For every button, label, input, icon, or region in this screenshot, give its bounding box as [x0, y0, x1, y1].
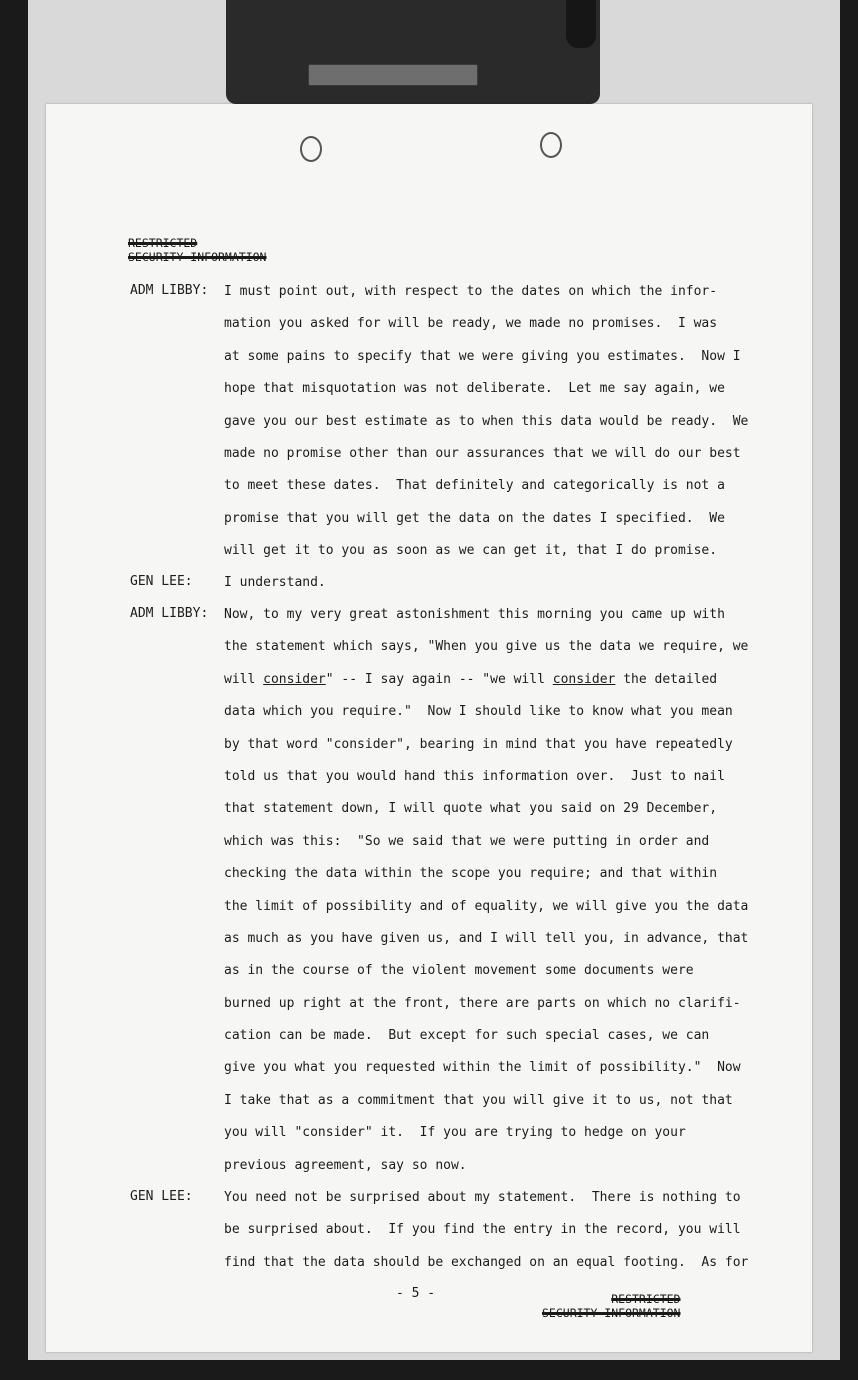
speech-line: be surprised about. If you find the entry in the record, you will [224, 1222, 741, 1238]
speech-line: at some pains to specify that we were giving you estimates. Now I [224, 348, 741, 364]
speech-text [224, 1182, 748, 1279]
classification-bottom-line1: RESTRICTED [611, 1292, 681, 1306]
speech-line: data which you require." Now I should like to know what you mean [224, 704, 733, 720]
speaker-label: GEN LEE: [130, 1189, 193, 1204]
speech-line: the limit of possibility and of equality, we will give you the data [224, 898, 749, 914]
speech-line: will get it to you as soon as we can get it, that I do promise. [224, 543, 718, 559]
speech-line: made no promise other than our assurances that we will do our best [224, 445, 741, 461]
speech-text [224, 567, 326, 599]
speech-line: You need not be surprised about my statement. There is nothing to [224, 1190, 741, 1205]
speech-line: told us that you would hand this information over. Just to nail [224, 768, 725, 784]
speech-line: the statement which says, "When you give us the data we require, we [224, 639, 749, 655]
document-page [46, 104, 812, 1352]
speaker-label: GEN LEE: [130, 574, 193, 589]
speech-line: as much as you have given us, and I will tell you, in advance, that [224, 930, 749, 946]
speech-line: to meet these dates. That definitely and categorically is not a [224, 478, 725, 494]
punch-hole-left [300, 136, 322, 162]
speaker-label: ADM LIBBY: [130, 606, 209, 621]
speech-line: find that the data should be exchanged on an equal footing. As for [224, 1254, 749, 1270]
speech-line: promise that you will get the data on the dates I specified. We [224, 510, 725, 526]
speech-line: give you what you requested within the limit of possibility." Now [224, 1060, 741, 1076]
speech-line: checking the data within the scope you require; and that within [224, 866, 718, 882]
speech-line: will consider" -- I say again -- "we will consider the detailed [224, 671, 718, 687]
speech-line: Now, to my very great astonishment this morning you came up with [224, 607, 725, 622]
speech-line: you will "consider" it. If you are trying to hedge on your [224, 1125, 686, 1141]
speech-line: hope that misquotation was not deliberate. Let me say again, we [224, 381, 725, 397]
classification-marking-top [128, 236, 266, 264]
page-number: - 5 - [396, 1286, 436, 1301]
speaker-label: ADM LIBBY: [130, 283, 209, 298]
classification-marking-bottom [542, 1292, 680, 1320]
speech-line: mation you asked for will be ready, we made no promises. I was [224, 316, 718, 332]
binder-clip-plate [308, 64, 478, 86]
speech-line: previous agreement, say so now. [224, 1157, 467, 1173]
punch-hole-right [540, 132, 562, 158]
binder-clip-knob [566, 0, 596, 48]
classification-top-line1: RESTRICTED [128, 236, 198, 250]
speech-line: by that word "consider", bearing in mind that you have repeatedly [224, 736, 733, 752]
speech-line: I understand. [224, 575, 326, 590]
speech-line: cation can be made. But except for such special cases, we can [224, 1028, 710, 1044]
binder-clip [226, 0, 600, 104]
speech-line: gave you our best estimate as to when this data would be ready. We [224, 413, 749, 429]
speech-line: I take that as a commitment that you will give it to us, not that [224, 1092, 733, 1108]
speech-line: that statement down, I will quote what you said on 29 December, [224, 801, 718, 817]
speech-line: which was this: "So we said that we were putting in order and [224, 833, 710, 849]
speech-line: burned up right at the front, there are parts on which no clarifi- [224, 995, 741, 1011]
speech-text [224, 599, 748, 1182]
speech-text [224, 276, 748, 568]
speech-line: I must point out, with respect to the dates on which the infor- [224, 284, 718, 299]
classification-bottom-line2: SECURITY INFORMATION [542, 1306, 681, 1320]
speech-line: as in the course of the violent movement some documents were [224, 963, 694, 979]
classification-top-line2: SECURITY INFORMATION [128, 250, 267, 264]
